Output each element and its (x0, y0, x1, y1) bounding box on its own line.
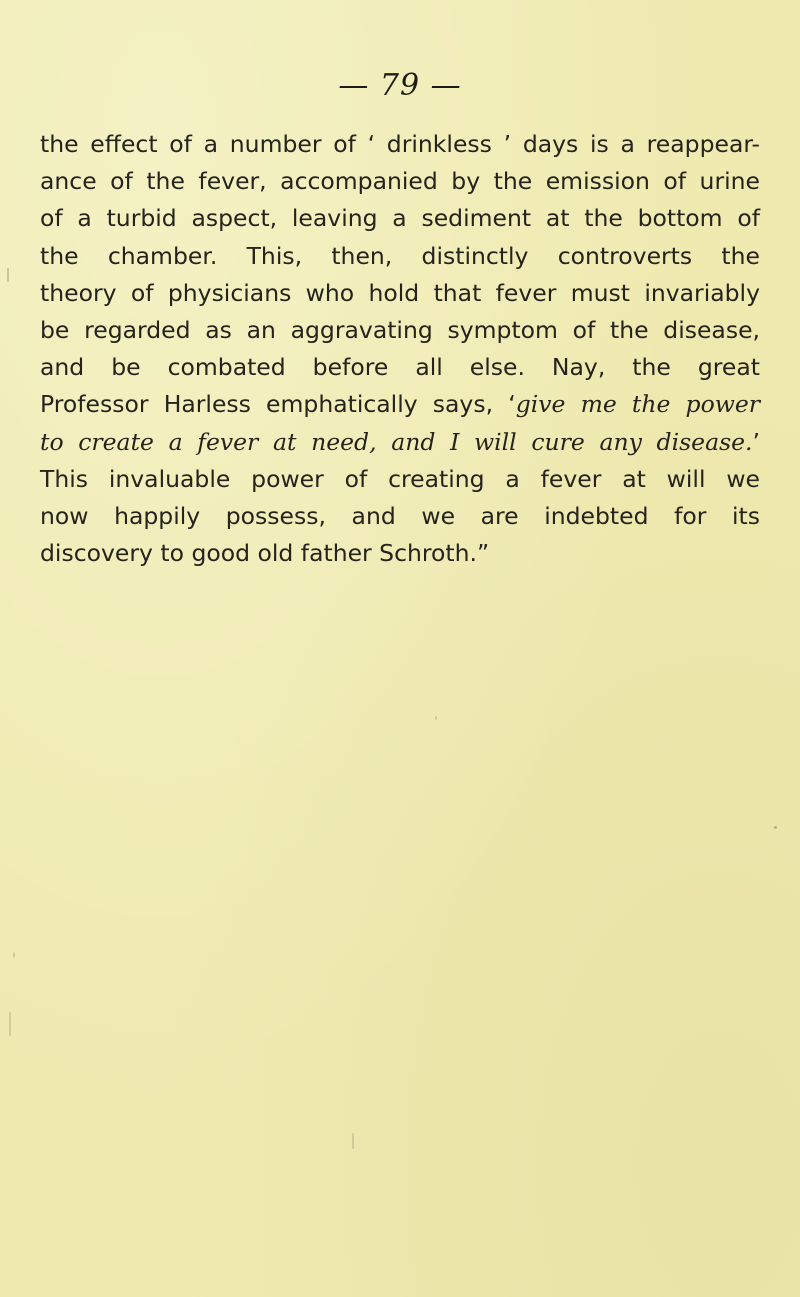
text-line-8-roman: Professor Harless emphatically says, ‘ (40, 390, 516, 419)
text-line-11: now happily possess, and we are indebted for its (40, 502, 760, 531)
paper-speck (13, 952, 15, 958)
paper-speck (435, 716, 437, 720)
text-line-10: This invaluable power of creating a fever at will we (40, 464, 760, 493)
paper-speck (774, 826, 777, 829)
text-line-7: and be combated before all else. Nay, the great (40, 353, 760, 382)
paper-speck (7, 268, 9, 282)
text-line-8-italic: give me the power (515, 390, 761, 419)
page-number: — 79 — (338, 68, 462, 103)
text-line-12: discovery to good old father Schroth.” (40, 539, 490, 568)
text-line-1: the effect of a number of ‘ drinkless ’ days is a reappear- (40, 130, 760, 158)
body-paragraph (40, 126, 760, 572)
paper-speck (352, 1133, 354, 1149)
text-line-9-italic: to create a fever at need, and I will cure any disease. (40, 427, 753, 456)
text-line-8 (40, 386, 760, 423)
paper-speck (9, 1012, 11, 1036)
text-line-5: theory of physicians who hold that fever must invariably (40, 278, 760, 307)
text-line-9 (40, 424, 760, 461)
text-line-9-close-quote: ’ (752, 427, 760, 456)
text-line-3: of a turbid aspect, leaving a sediment at the bottom of (40, 204, 760, 233)
text-line-4: the chamber. This, then, distinctly controverts the (40, 241, 760, 270)
text-line-6: be regarded as an aggravating symptom of the disease, (40, 316, 760, 345)
text-line-2: ance of the fever, accompanied by the emission of urine (40, 167, 760, 196)
